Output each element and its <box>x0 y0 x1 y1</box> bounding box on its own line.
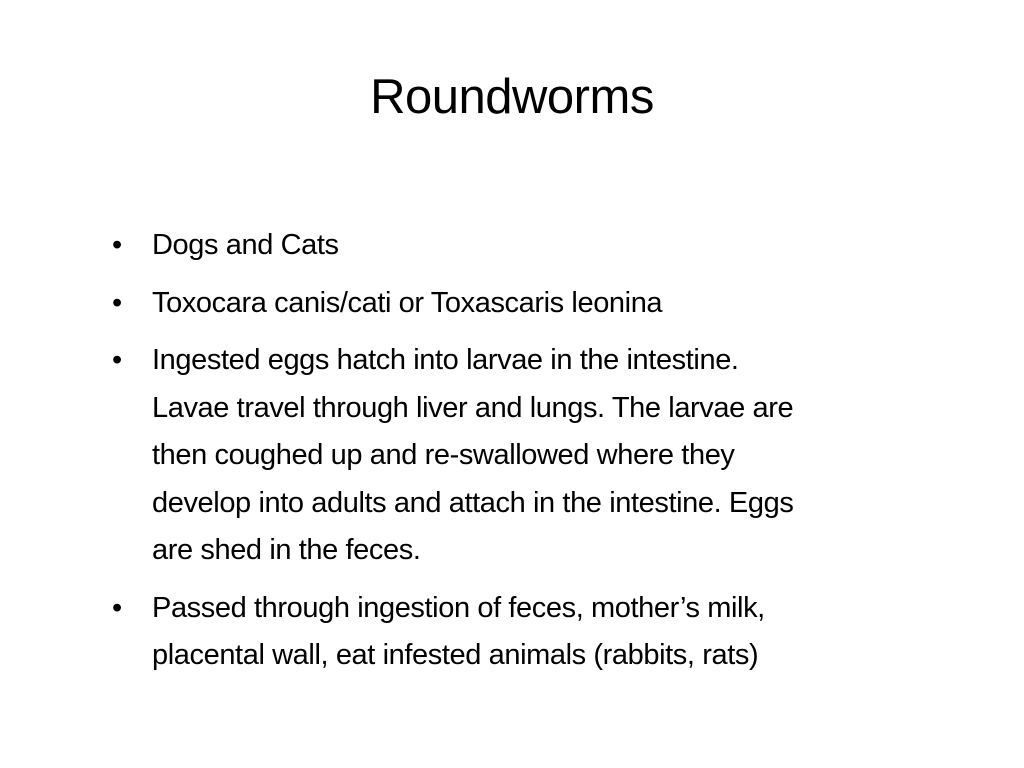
slide-title: Roundworms <box>370 70 654 124</box>
bullet-text-line: Toxocara canis/cati or Toxascaris leonina <box>152 286 663 319</box>
bullet-icon: • <box>112 286 122 319</box>
bullet-icon: • <box>112 344 122 376</box>
bullet-item-life-cycle <box>112 337 1002 575</box>
bullet-item-transmission <box>112 585 1002 680</box>
bullet-text-line: then coughed up and re-swallowed where they <box>152 439 735 471</box>
bullet-text-line: are shed in the feces. <box>152 534 421 566</box>
bullet-item-species <box>112 280 1002 328</box>
bullet-icon: • <box>112 229 122 261</box>
bullet-text-line: Ingested eggs hatch into larvae in the intestine. <box>152 344 739 376</box>
bullet-text-line: develop into adults and attach in the intestine. Eggs <box>152 486 794 519</box>
bullet-text-line: Dogs and Cats <box>152 229 339 261</box>
bullet-text-line: Passed through ingestion of feces, mother’s milk, <box>152 591 765 624</box>
bullet-text-line: placental wall, eat infested animals (rabbits, rats) <box>152 639 759 671</box>
bullet-item-dogs-and-cats <box>112 222 1002 270</box>
bullet-list <box>112 222 1002 690</box>
bullet-text-line: Lavae travel through liver and lungs. The larvae are <box>152 391 794 424</box>
bullet-icon: • <box>112 591 122 624</box>
